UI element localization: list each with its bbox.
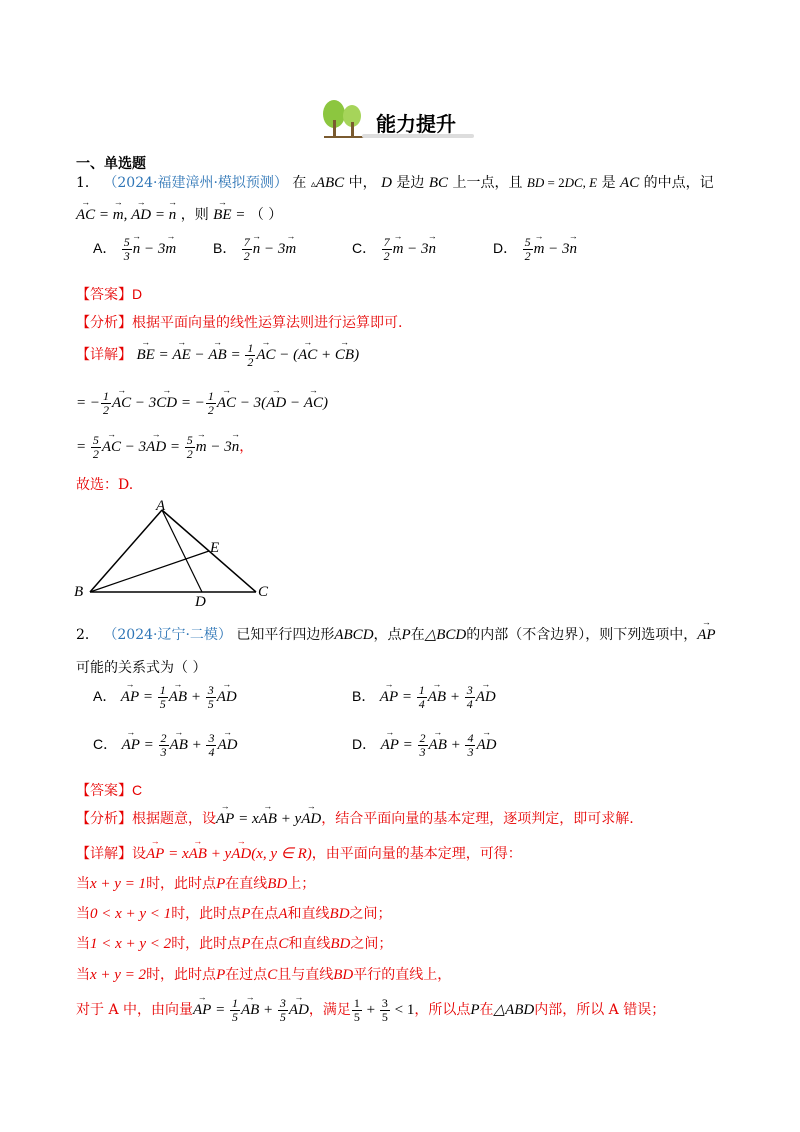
q2-last-expr: → AP = $\frac{1}{5}$ → AB + $\frac{3}{5}$ → AD [193, 1002, 309, 1018]
q2-case4-b: 时，此时点 [146, 967, 217, 983]
section-heading: 一、单选题 [76, 155, 146, 171]
q2-case3-bd: BD [330, 936, 351, 952]
q2-case4-bd: BD [333, 967, 354, 983]
q1-option-c-label: C． [352, 239, 377, 256]
q1-stem-a: 在 [292, 175, 307, 191]
q1-detail-label: 【详解】 [76, 346, 132, 363]
q2-option-c[interactable] [93, 732, 237, 759]
q2-last-abd: △ABD [493, 1001, 535, 1018]
q2-option-d-label: D． [352, 735, 377, 752]
q2-case1-c: 在直线 [225, 876, 268, 892]
q1-side-ac: AC [620, 175, 640, 191]
q2-detail-line1 [76, 843, 522, 863]
q2-option-b-label: B． [352, 687, 376, 704]
q2-case2-c: 在点 [250, 906, 279, 922]
q2-case4-cond: x + y = 2 [90, 967, 147, 983]
q2-answer [76, 780, 142, 800]
q1-option-d[interactable] [493, 236, 577, 263]
q2-case1-p: P [216, 876, 226, 892]
q1-option-b-label: B． [213, 239, 237, 256]
q2-last-b: ，满足 [308, 1001, 351, 1018]
q2-analysis-b: ，结合平面向量的基本定理，逐项判定，即可求解. [321, 811, 634, 827]
q1-detail-expr3: = $\frac{5}{2}$ → AC − 3→ AD = $\frac{5}{2}$ → m − 3→ n [76, 439, 239, 455]
q2-analysis [76, 808, 634, 828]
q2-ap: → AP [697, 627, 715, 643]
q1-option-d-expr: $\frac{5}{2}$ → m − 3→ n [522, 241, 577, 257]
q1-condition: BD [526, 175, 545, 190]
q2-answer-label: 【答案】 [76, 783, 132, 799]
q1-detail-expr2: = − $\frac{1}{2}$ → AC − 3→ CD = − $\frac{1}{2}$ → AC − 3(→ AD − → AC) [76, 395, 328, 411]
q2-option-c-expr: → AP = $\frac{2}{3}$ → AB + $\frac{3}{4}$ → AD [122, 737, 238, 753]
q1-detail-line1 [76, 342, 359, 369]
q2-last-line [76, 997, 665, 1024]
q1-option-b[interactable] [213, 236, 296, 263]
q2-case3-p: P [241, 936, 251, 952]
q2-stem-line1 [76, 624, 716, 644]
q2-analysis-a: 根据题意，设 [132, 811, 216, 827]
q2-case2-a: A [278, 906, 288, 922]
q1-triangle: ▵ABC [310, 175, 345, 191]
q1-stem-line2 [76, 204, 282, 224]
q2-point-p: P [401, 627, 411, 643]
q2-case3-when: 当 [76, 936, 90, 952]
q2-case4 [76, 964, 451, 984]
q1-def-m: → AC = → m, → AD = → n [76, 207, 176, 223]
q2-option-d-expr: → AP = $\frac{2}{3}$ → AB + $\frac{4}{3}$ → AD [381, 737, 497, 753]
q2-last-c: ，所以点 [414, 1001, 471, 1018]
q2-number: 2． [76, 627, 99, 643]
q2-stem-line2: 可能的关系式为（ ） [76, 660, 207, 676]
q2-case4-e: 平行的直线上， [353, 967, 452, 983]
q1-detail-line2 [76, 390, 328, 417]
q2-case4-when: 当 [76, 967, 90, 983]
q2-detail-b: ，由平面向量的基本定理，可得： [311, 846, 522, 862]
q2-source: （2024·辽宁·二模） [103, 627, 232, 643]
q2-case4-cpt: C [267, 967, 278, 983]
q2-case2-d: 和直线 [287, 906, 330, 922]
q1-option-c-expr: $\frac{7}{2}$ → m − 3→ n [381, 241, 436, 257]
q1-side-bc: BC [428, 175, 449, 191]
figure-label-e: E [210, 540, 220, 556]
q2-answer-value: C [132, 782, 143, 798]
q1-be: → BE = [213, 207, 245, 223]
q2-case3-e: 之间； [350, 936, 393, 952]
q2-case1-cond: x + y = 1 [90, 876, 147, 892]
q2-case4-p: P [216, 967, 226, 983]
q2-last-p: P [470, 1001, 480, 1018]
q2-case3-c: 在点 [250, 936, 279, 952]
q1-answer [76, 284, 142, 304]
q2-last-a: 对于 A 中，由向量 [76, 1001, 194, 1018]
q2-case2 [76, 903, 392, 923]
q2-option-a-label: A． [93, 687, 117, 704]
q2-case1-bd: BD [267, 876, 288, 892]
q1-source: （2024·福建漳州·模拟预测） [103, 175, 288, 191]
q2-case2-p: P [241, 906, 251, 922]
q2-case3 [76, 933, 392, 953]
q2-case4-c: 在过点 [225, 967, 268, 983]
q2-analysis-label: 【分析】 [76, 811, 132, 827]
figure-label-d: D [195, 594, 206, 610]
q1-option-b-expr: $\frac{7}{2}$ → n − 3→ m [241, 241, 296, 257]
q2-detail-a: 设 [132, 846, 146, 862]
q2-option-a[interactable] [93, 684, 237, 711]
q1-point-d: D [381, 175, 392, 191]
q2-option-c-label: C． [93, 735, 118, 752]
q2-option-a-expr: → AP = $\frac{1}{5}$ → AB + $\frac{3}{5}$ → AD [121, 689, 237, 705]
q1-option-a[interactable] [93, 236, 176, 263]
q1-option-a-expr: $\frac{5}{3}$ → n − 3→ m [121, 241, 176, 257]
q1-analysis [76, 312, 402, 332]
figure-label-a: A [156, 498, 166, 514]
q2-case1-d: 上； [287, 876, 316, 892]
q1-number: 1． [76, 175, 99, 191]
q1-option-a-label: A． [93, 239, 117, 256]
q2-case2-bd: BD [329, 906, 350, 922]
q2-case1-when: 当 [76, 876, 90, 892]
q2-analysis-expr: → AP = x→ AB + y→ AD [216, 811, 321, 827]
q1-stem-c: 是边 [396, 175, 425, 191]
q2-stem-c: 在 [410, 627, 425, 643]
page-title: 能力提升 [376, 114, 456, 136]
q2-option-b[interactable] [352, 684, 496, 711]
q2-last-e: 内部，所以 A 错误； [534, 1001, 666, 1018]
q2-detail-label: 【详解】 [76, 846, 132, 862]
q2-last-d: 在 [479, 1001, 494, 1018]
q2-detail-expr: → AP = x→ AB + y→ AD(x, y ∈ R) [146, 846, 312, 862]
q2-case3-b: 时，此时点 [171, 936, 242, 952]
q2-abcd: ABCD [334, 627, 374, 643]
q2-case4-d: 且与直线 [277, 967, 334, 983]
q1-answer-value: D [132, 286, 143, 302]
q1-analysis-label: 【分析】 [76, 315, 132, 331]
q2-case2-e: 之间； [349, 906, 392, 922]
q2-case2-cond: 0 < x + y < 1 [90, 906, 172, 922]
q2-option-b-expr: → AP = $\frac{1}{4}$ → AB + $\frac{3}{4}$ → AD [380, 689, 496, 705]
q2-last-ineq: $\frac{1}{5}$ + $\frac{3}{5}$ < 1 [353, 996, 415, 1024]
q2-case3-cond: 1 < x + y < 2 [90, 936, 172, 952]
q1-detail-line3: = $\frac{5}{2}$ → AC − 3→ AD = $\frac{5}{2}$ → m − 3→ n， [76, 434, 253, 461]
q1-stem-line1: 1． （2024·福建漳州·模拟预测） 在 ▵ABC 中， D 是边 BC 上一点，且 BD = 2DC, E 是 AC 的中点，记 [76, 175, 714, 191]
q1-conclusion: 故选：D. [76, 477, 134, 493]
q1-stem-e: 是 [601, 175, 616, 191]
triangle-figure [70, 498, 270, 610]
q1-option-c[interactable] [352, 236, 436, 263]
q2-case1 [76, 873, 315, 893]
q2-case2-b: 时，此时点 [171, 906, 242, 922]
q2-stem-a: 已知平行四边形 [236, 627, 335, 643]
q1-stem-g: ，则 [180, 207, 209, 223]
q2-case3-d: 和直线 [288, 936, 331, 952]
q1-stem-b: 中， [348, 175, 377, 191]
q2-case3-cpt: C [278, 936, 289, 952]
q1-stem-d: 上一点，且 [452, 175, 523, 191]
figure-label-b: B [74, 584, 84, 600]
header-banner [318, 98, 478, 140]
q1-detail-expr1: → BE = → AE − → AB = $\frac{1}{2}$ → AC − (→ AC + → CB) [136, 347, 359, 363]
q2-stem-b: ，点 [373, 627, 402, 643]
q1-stem-f: 的中点，记 [643, 175, 714, 191]
figure-label-c: C [258, 584, 269, 600]
q2-case2-when: 当 [76, 906, 90, 922]
q1-analysis-text: 根据平面向量的线性运算法则进行运算即可. [132, 315, 403, 331]
q2-bcd: △BCD [424, 627, 467, 643]
q1-answer-label: 【答案】 [76, 287, 132, 303]
q2-stem-d: 的内部（不含边界），则下列选项中， [466, 627, 698, 643]
q1-stem-h: （ ） [249, 207, 283, 223]
q2-option-d[interactable] [352, 732, 496, 759]
q2-case1-b: 时，此时点 [146, 876, 217, 892]
q1-option-d-label: D． [493, 239, 518, 256]
